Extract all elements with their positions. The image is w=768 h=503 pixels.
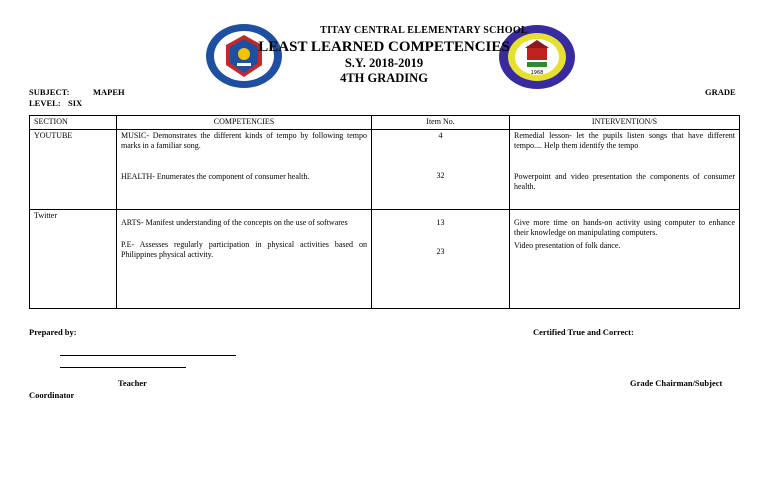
header-competencies: COMPETENCIES <box>117 116 372 130</box>
header-item-no: Item No. <box>372 116 510 130</box>
competency-cell <box>117 210 372 309</box>
chairman-label: Grade Chairman/Subject <box>630 378 723 388</box>
competency-text: ARTS- Manifest understanding of the concepts on the use of softwares <box>121 218 348 227</box>
signature-line <box>60 355 236 356</box>
subject-label: SUBJECT: <box>29 87 70 97</box>
intervention-text: Video presentation of folk dance. <box>514 241 621 250</box>
school-year: S.Y. 2018-2019 <box>344 56 424 70</box>
table-row <box>30 130 740 210</box>
competencies-table <box>29 115 740 309</box>
table-row <box>30 210 740 309</box>
competency-text: MUSIC- Demonstrates the different kinds of tempo by following tempo marks in a familiar song. <box>121 131 367 150</box>
intervention-cell <box>510 210 740 309</box>
teacher-label: Teacher <box>118 378 147 388</box>
item-no: 32 <box>436 171 445 180</box>
section-cell <box>30 210 117 309</box>
certified-label: Certified True and Correct: <box>533 327 634 337</box>
table-header-row <box>30 116 740 130</box>
competency-cell <box>117 130 372 210</box>
coordinator-label: Coordinator <box>29 390 75 400</box>
prepared-by-label: Prepared by: <box>29 327 77 337</box>
header-interventions: INTERVENTION/S <box>510 116 740 130</box>
intervention-cell <box>510 130 740 210</box>
grade-label: GRADE <box>705 87 736 97</box>
item-no: 13 <box>436 218 445 227</box>
intervention-text: Give more time on hands-on activity using computer to enhance their knowledge on manipulating computers. <box>514 218 735 237</box>
level-value: SIX <box>68 98 83 108</box>
item-no-cell <box>372 130 510 210</box>
item-no: 4 <box>438 131 443 140</box>
competency-text: HEALTH- Enumerates the component of consumer health. <box>121 172 310 181</box>
page-title: LEAST LEARNED COMPETENCIES <box>258 39 510 55</box>
header-section: SECTION <box>30 116 117 130</box>
section-name: Twitter <box>34 211 57 220</box>
school-seal-year: 1968 <box>530 70 544 76</box>
level-label: LEVEL: <box>29 98 61 108</box>
intervention-text: Powerpoint and video presentation the components of consumer health. <box>514 172 735 191</box>
subject-value: MAPEH <box>93 87 125 97</box>
item-no-cell <box>372 210 510 309</box>
item-no: 23 <box>436 247 445 256</box>
signature-line <box>60 367 186 368</box>
school-name: TITAY CENTRAL ELEMENTARY SCHOOL <box>320 25 528 36</box>
intervention-text: Remedial lesson- let the pupils listen songs that have different tempo.... Help them identify the tempo <box>514 131 735 150</box>
grading-period: 4TH GRADING <box>340 71 428 85</box>
section-name: YOUTUBE <box>34 131 73 140</box>
competency-text: P.E- Assesses regularly participation in physical activities based on Philippines physical activity. <box>121 240 367 259</box>
section-cell <box>30 130 117 210</box>
